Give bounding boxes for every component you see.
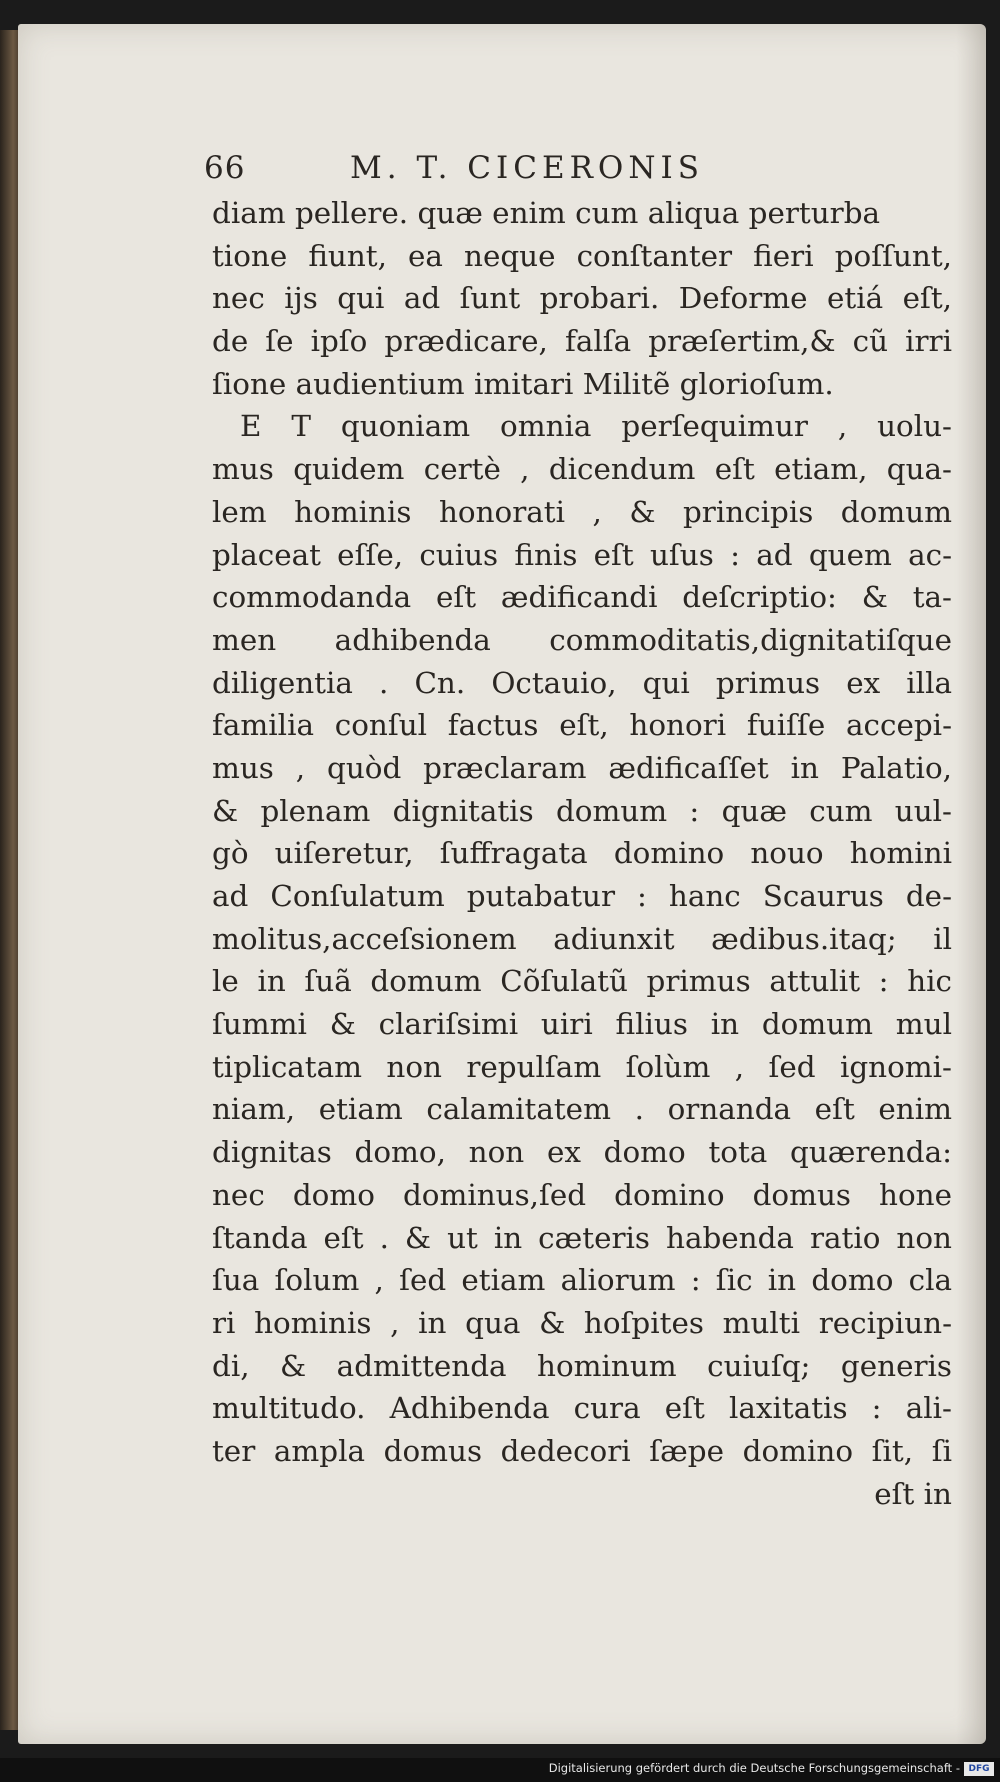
text-line: ad Conſulatum putabatur : hanc Scaurus de- <box>212 879 952 913</box>
text-line: dignitas domo, non ex domo tota quærenda: <box>212 1135 952 1170</box>
text-line: molitus,acceſsionem adiunxit ædibus.itaq; il <box>212 921 952 956</box>
text-line: diam pellere. quæ enim cum aliqua perturba <box>212 196 881 230</box>
text-line: men adhibenda commoditatis,dignitatiſque <box>212 622 952 657</box>
text-line: placeat eſſe, cuius finis eſt uſus : ad quem ac- <box>212 537 952 572</box>
text-line: lem hominis honorati , & principis domum <box>212 494 952 529</box>
text-line: nec ijs qui ad ſunt probari. Deforme etiá eſt, <box>212 281 952 316</box>
text-line: di, & admittenda hominum cuiuſq; generis <box>212 1348 952 1383</box>
text-line: multitudo. Adhibenda cura eſt laxitatis : ali- <box>212 1391 952 1426</box>
body-text <box>212 192 952 1515</box>
text-line: E T quoniam omnia perſequimur , uolu- <box>240 409 952 444</box>
text-line: familia conſul factus eſt, honori fuiſſe accepi- <box>212 708 952 743</box>
dfg-logo-icon: DFG <box>964 1762 994 1776</box>
text-line: ſummi & clariſsimi uiri filius in domum mul <box>212 1007 952 1042</box>
running-title: M. T. CICERONIS <box>350 150 704 186</box>
footer-credit: Digitalisierung gefördert durch die Deutsche Forschungsgemeinschaft - <box>548 1761 960 1775</box>
text-line: ſione audientium imitari Militẽ glorioſum. <box>212 366 834 401</box>
digitization-footer <box>0 1758 1000 1782</box>
text-line: tiplicatam non repulſam ſolùm , ſed ignomi- <box>212 1049 952 1084</box>
text-line: tione fiunt, ea neque conſtanter fieri poſſunt, <box>212 238 952 273</box>
text-line: commodanda eſt ædificandi deſcriptio: & ta- <box>212 580 952 615</box>
text-line: mus quidem certè , dicendum eſt etiam, qua- <box>212 452 952 487</box>
text-line: & plenam dignitatis domum : quæ cum uul- <box>212 793 952 828</box>
catchword: eſt in <box>874 1476 952 1511</box>
page-number: 66 <box>204 150 246 186</box>
text-line: le in ſuã domum Cõſulatũ primus attulit : hic <box>212 964 952 999</box>
text-line: ter ampla domus dedecori ſæpe domino ſit, ſi <box>212 1433 952 1468</box>
text-line: ſtanda eſt . & ut in cæteris habenda ratio non <box>212 1220 952 1255</box>
page-header <box>204 150 804 186</box>
text-line: ri hominis , in qua & hoſpites multi recipiun- <box>212 1305 952 1340</box>
text-line: gò uiſeretur, ſuffragata domino nouo homini <box>212 836 952 871</box>
text-line: mus , quòd præclaram ædificaſſet in Palatio, <box>212 750 952 785</box>
text-line: nec domo dominus,ſed domino domus hone <box>212 1177 952 1212</box>
text-line: de ſe ipſo prædicare, falſa præſertim,& cũ irri <box>212 324 952 359</box>
text-line: diligentia . Cn. Octauio, qui primus ex illa <box>212 665 952 700</box>
page-edge-shadow <box>956 24 986 1744</box>
text-line: ſua ſolum , ſed etiam aliorum : ſic in domo cla <box>212 1263 952 1298</box>
text-line: niam, etiam calamitatem . ornanda eſt enim <box>212 1092 952 1127</box>
